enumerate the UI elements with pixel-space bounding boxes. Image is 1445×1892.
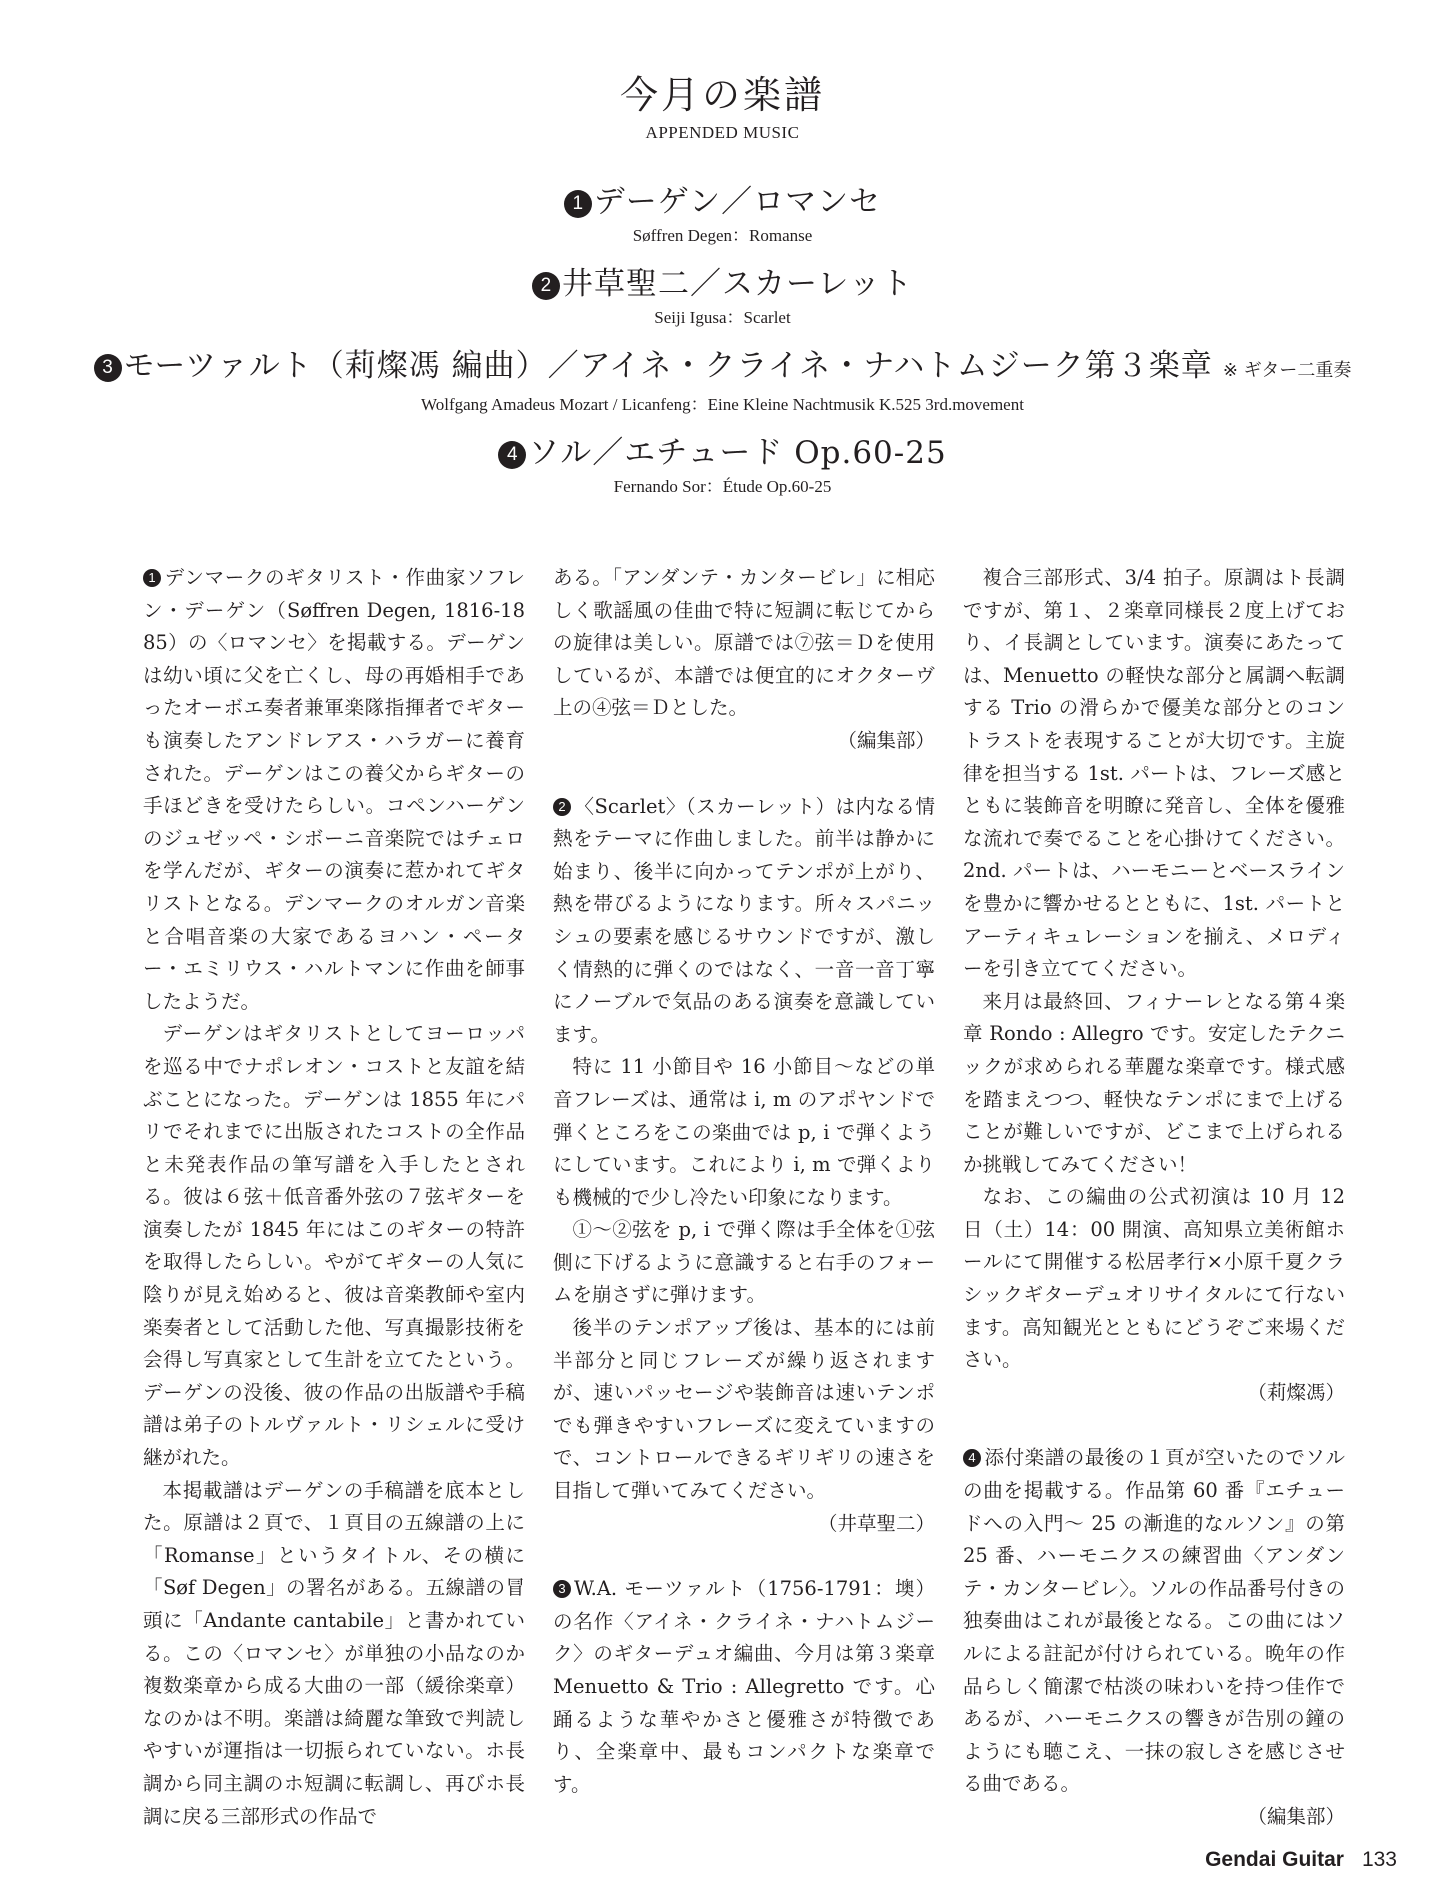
article-signature: （編集部） xyxy=(1247,1804,1345,1828)
piece-list xyxy=(0,180,1445,513)
page-footer xyxy=(1205,1848,1397,1872)
article-number-badge: 1 xyxy=(143,569,161,587)
article-number-badge: 2 xyxy=(553,798,571,816)
article-paragraph: なお、この編曲の公式初演は 10 月 12 日（土）14：00 開演、高知県立美術館ホールにて開催する松居孝行×小原千夏クラシックギターデュオリサイタルにて行ないます。高知観光とともにどうぞご来場ください。 xyxy=(963,1185,1345,1372)
page-header xyxy=(0,70,1445,146)
article-signature: （莉燦馮） xyxy=(1247,1380,1345,1404)
article-columns xyxy=(143,562,1345,1828)
piece-number-badge: 4 xyxy=(498,441,526,469)
article-paragraph: 本掲載譜はデーゲンの手稿譜を底本とした。原譜は２頁で、１頁目の五線譜の上に「Romanse」というタイトル、その横に「Søf Degen」の署名がある。五線譜の冒頭に「Andante cantabile」と書かれている。この〈ロマンセ〉が単独の小品なのか複数楽章から成る大曲の一部（緩徐楽章）なのかは不明。楽譜は綺麗な筆致で判読しやすいが運指は一切振られていない。ホ長調から同主調のホ短調に転調し、再びホ長調に戻る三部形式の作品で xyxy=(143,1478,525,1828)
piece-title-en: Wolfgang Amadeus Mozart / Licanfeng：Eine Kleine Nachtmusik K.525 3rd.movement xyxy=(421,395,1024,414)
column-3 xyxy=(963,562,1345,1834)
article-paragraph: 特に 11 小節目や 16 小節目〜などの単音フレーズは、通常は i, m のアポヤンドで弾くところをこの楽曲では p, i で弾くようにしています。これにより i, m で弾くよりも機械的で少し冷たい印象になります。 xyxy=(553,1055,935,1209)
piece-1 xyxy=(0,180,1445,248)
piece-title-en: Fernando Sor：Étude Op.60-25 xyxy=(613,477,832,496)
article-number-badge: 4 xyxy=(963,1449,981,1467)
article-paragraph: 4 添付楽譜の最後の１頁が空いたのでソルの曲を掲載する。作品第 60 番『エチュードへの入門〜 25 の漸進的なルソン』の第 25 番、ハーモニクスの練習曲〈アンダンテ・カンタービレ〉。ソルの作品番号付きの独奏曲はこれが最後となる。この曲にはソルによる註記が付けられている。晩年の作品らしく簡潔で枯淡の味わいを持つ佳作であるが、ハーモニクスの響きが告別の鐘のようにも聴こえ、一抹の寂しさを感じさせる曲である。 xyxy=(963,1446,1345,1796)
article-signature: （井草聖二） xyxy=(817,1511,935,1535)
article-paragraph: ①〜②弦を p, i で弾く際は手全体を①弦側に下げるように意識すると右手のフォームを崩さずに弾けます。 xyxy=(553,1218,935,1307)
column-1 xyxy=(143,562,525,1833)
article-paragraph: ある。「アンダンテ・カンタービレ」に相応しく歌謡風の佳曲で特に短調に転じてからの旋律は美しい。原譜では⑦弦＝Ｄを使用しているが、本譜では便宜的にオクターヴ上の④弦＝Ｄとした。 xyxy=(553,566,935,720)
piece-number-badge: 2 xyxy=(532,272,560,300)
piece-title-jp: モーツァルト（莉燦馮 編曲）／アイネ・クライネ・ナハトムジーク第３楽章 xyxy=(123,348,1213,384)
piece-4 xyxy=(0,431,1445,499)
article-paragraph: デーゲンはギタリストとしてヨーロッパを巡る中でナポレオン・コストと友誼を結ぶことになった。デーゲンは 1855 年にパリでそれまでに出版されたコストの全作品と未発表作品の筆写譜を入手したとされる。彼は６弦＋低音番外弦の７弦ギターを演奏したが 1845 年にはこのギターの特許を取得したらしい。やがてギターの人気に陰りが見え始めると、彼は音楽教師や室内楽奏者として活動した他、写真撮影技術を会得し写真家として生計を立てたという。デーゲンの没後、彼の作品の出版譜や手稿譜は弟子のトルヴァルト・リシェルに受け継がれた。 xyxy=(143,1022,525,1470)
piece-number-badge: 1 xyxy=(564,190,592,218)
magazine-name: Gendai Guitar xyxy=(1205,1848,1344,1871)
article-paragraph: 2 〈Scarlet〉（スカーレット）は内なる情熱をテーマに作曲しました。前半は静かに始まり、後半に向かってテンポが上がり、熱を帯びるようになります。所々スパニッシュの要素を感じるサウンドですが、激しく情熱的に弾くのではなく、一音一音丁寧にノーブルで気品のある演奏を意識しています。 xyxy=(553,794,935,1046)
piece-title-jp: 井草聖二／スカーレット xyxy=(561,266,914,302)
column-2 xyxy=(553,562,935,1801)
page-title: 今月の楽譜 xyxy=(619,73,825,117)
article-signature: （編集部） xyxy=(837,728,935,752)
piece-title-en: Søffren Degen：Romanse xyxy=(632,226,813,245)
article-paragraph: 1 デンマークのギタリスト・作曲家ソフレン・デーゲン（Søffren Degen, 1816-1885）の〈ロマンセ〉を掲載する。デーゲンは幼い頃に父を亡くし、母の再婚相手であったオーボエ奏者兼軍楽隊指揮者でギターも演奏したアンドレアス・ハラガーに養育された。デーゲンはこの養父からギターの手ほどきを受けたらしい。コペンハーゲンのジュゼッペ・シボーニ音楽院ではチェロを学んだが、ギターの演奏に惹かれてギタリストとなる。デンマークのオルガン音楽と合唱音楽の大家であるヨハン・ペーター・エミリウス・ハルトマンに作曲を師事したようだ。 xyxy=(143,566,525,1013)
piece-2 xyxy=(0,262,1445,330)
article-paragraph: 来月は最終回、フィナーレとなる第４楽章 Rondo : Allegro です。安定したテクニックが求められる華麗な楽章です。様式感を踏まえつつ、軽快なテンポにまで上げることが難しいですが、どこまで上げられるか挑戦してみてください！ xyxy=(963,989,1345,1176)
piece-number-badge: 3 xyxy=(94,354,122,382)
piece-title-jp: デーゲン／ロマンセ xyxy=(593,184,882,220)
piece-title-jp: ソル／エチュード Op.60-25 xyxy=(528,435,947,471)
piece-3 xyxy=(0,344,1445,417)
article-paragraph: 後半のテンポアップ後は、基本的には前半部分と同じフレーズが繰り返されますが、速いパッセージや装飾音は速いテンポでも弾きやすいフレーズに変えていますので、コントロールできるギリギリの速さを目指して弾いてみてください。 xyxy=(553,1316,935,1503)
page-subtitle: APPENDED MUSIC xyxy=(645,123,800,142)
page-number: 133 xyxy=(1361,1848,1397,1871)
article-paragraph: 3 W.A. モーツァルト（1756-1791：墺）の名作〈アイネ・クライネ・ナハトムジーク〉のギターデュオ編曲、今月は第３楽章 Menuetto & Trio : Allegretto です。心踊るような華やかさと優雅さが特徴であり、全楽章中、最もコンパクトな楽章です。 xyxy=(553,1577,935,1796)
piece-title-en: Seiji Igusa：Scarlet xyxy=(654,308,791,327)
piece-note: ※ ギター二重奏 xyxy=(1222,360,1352,381)
article-paragraph: 複合三部形式、3/4 拍子。原調はト長調ですが、第１、２楽章同様長２度上げており、イ長調としています。演奏にあたっては、Menuetto の軽快な部分と属調へ転調する Trio の滑らかで優美な部分とのコントラストを表現することが大切です。主旋律を担当する 1st. パートは、フレーズ感とともに装飾音を明瞭に発音し、全体を優雅な流れで奏でることを心掛けてください。2nd. パートは、ハーモニーとベースラインを豊かに響かせるとともに、1st. パートとアーティキュレーションを揃え、メロディーを引き立ててください。 xyxy=(963,566,1345,981)
article-number-badge: 3 xyxy=(553,1580,571,1598)
